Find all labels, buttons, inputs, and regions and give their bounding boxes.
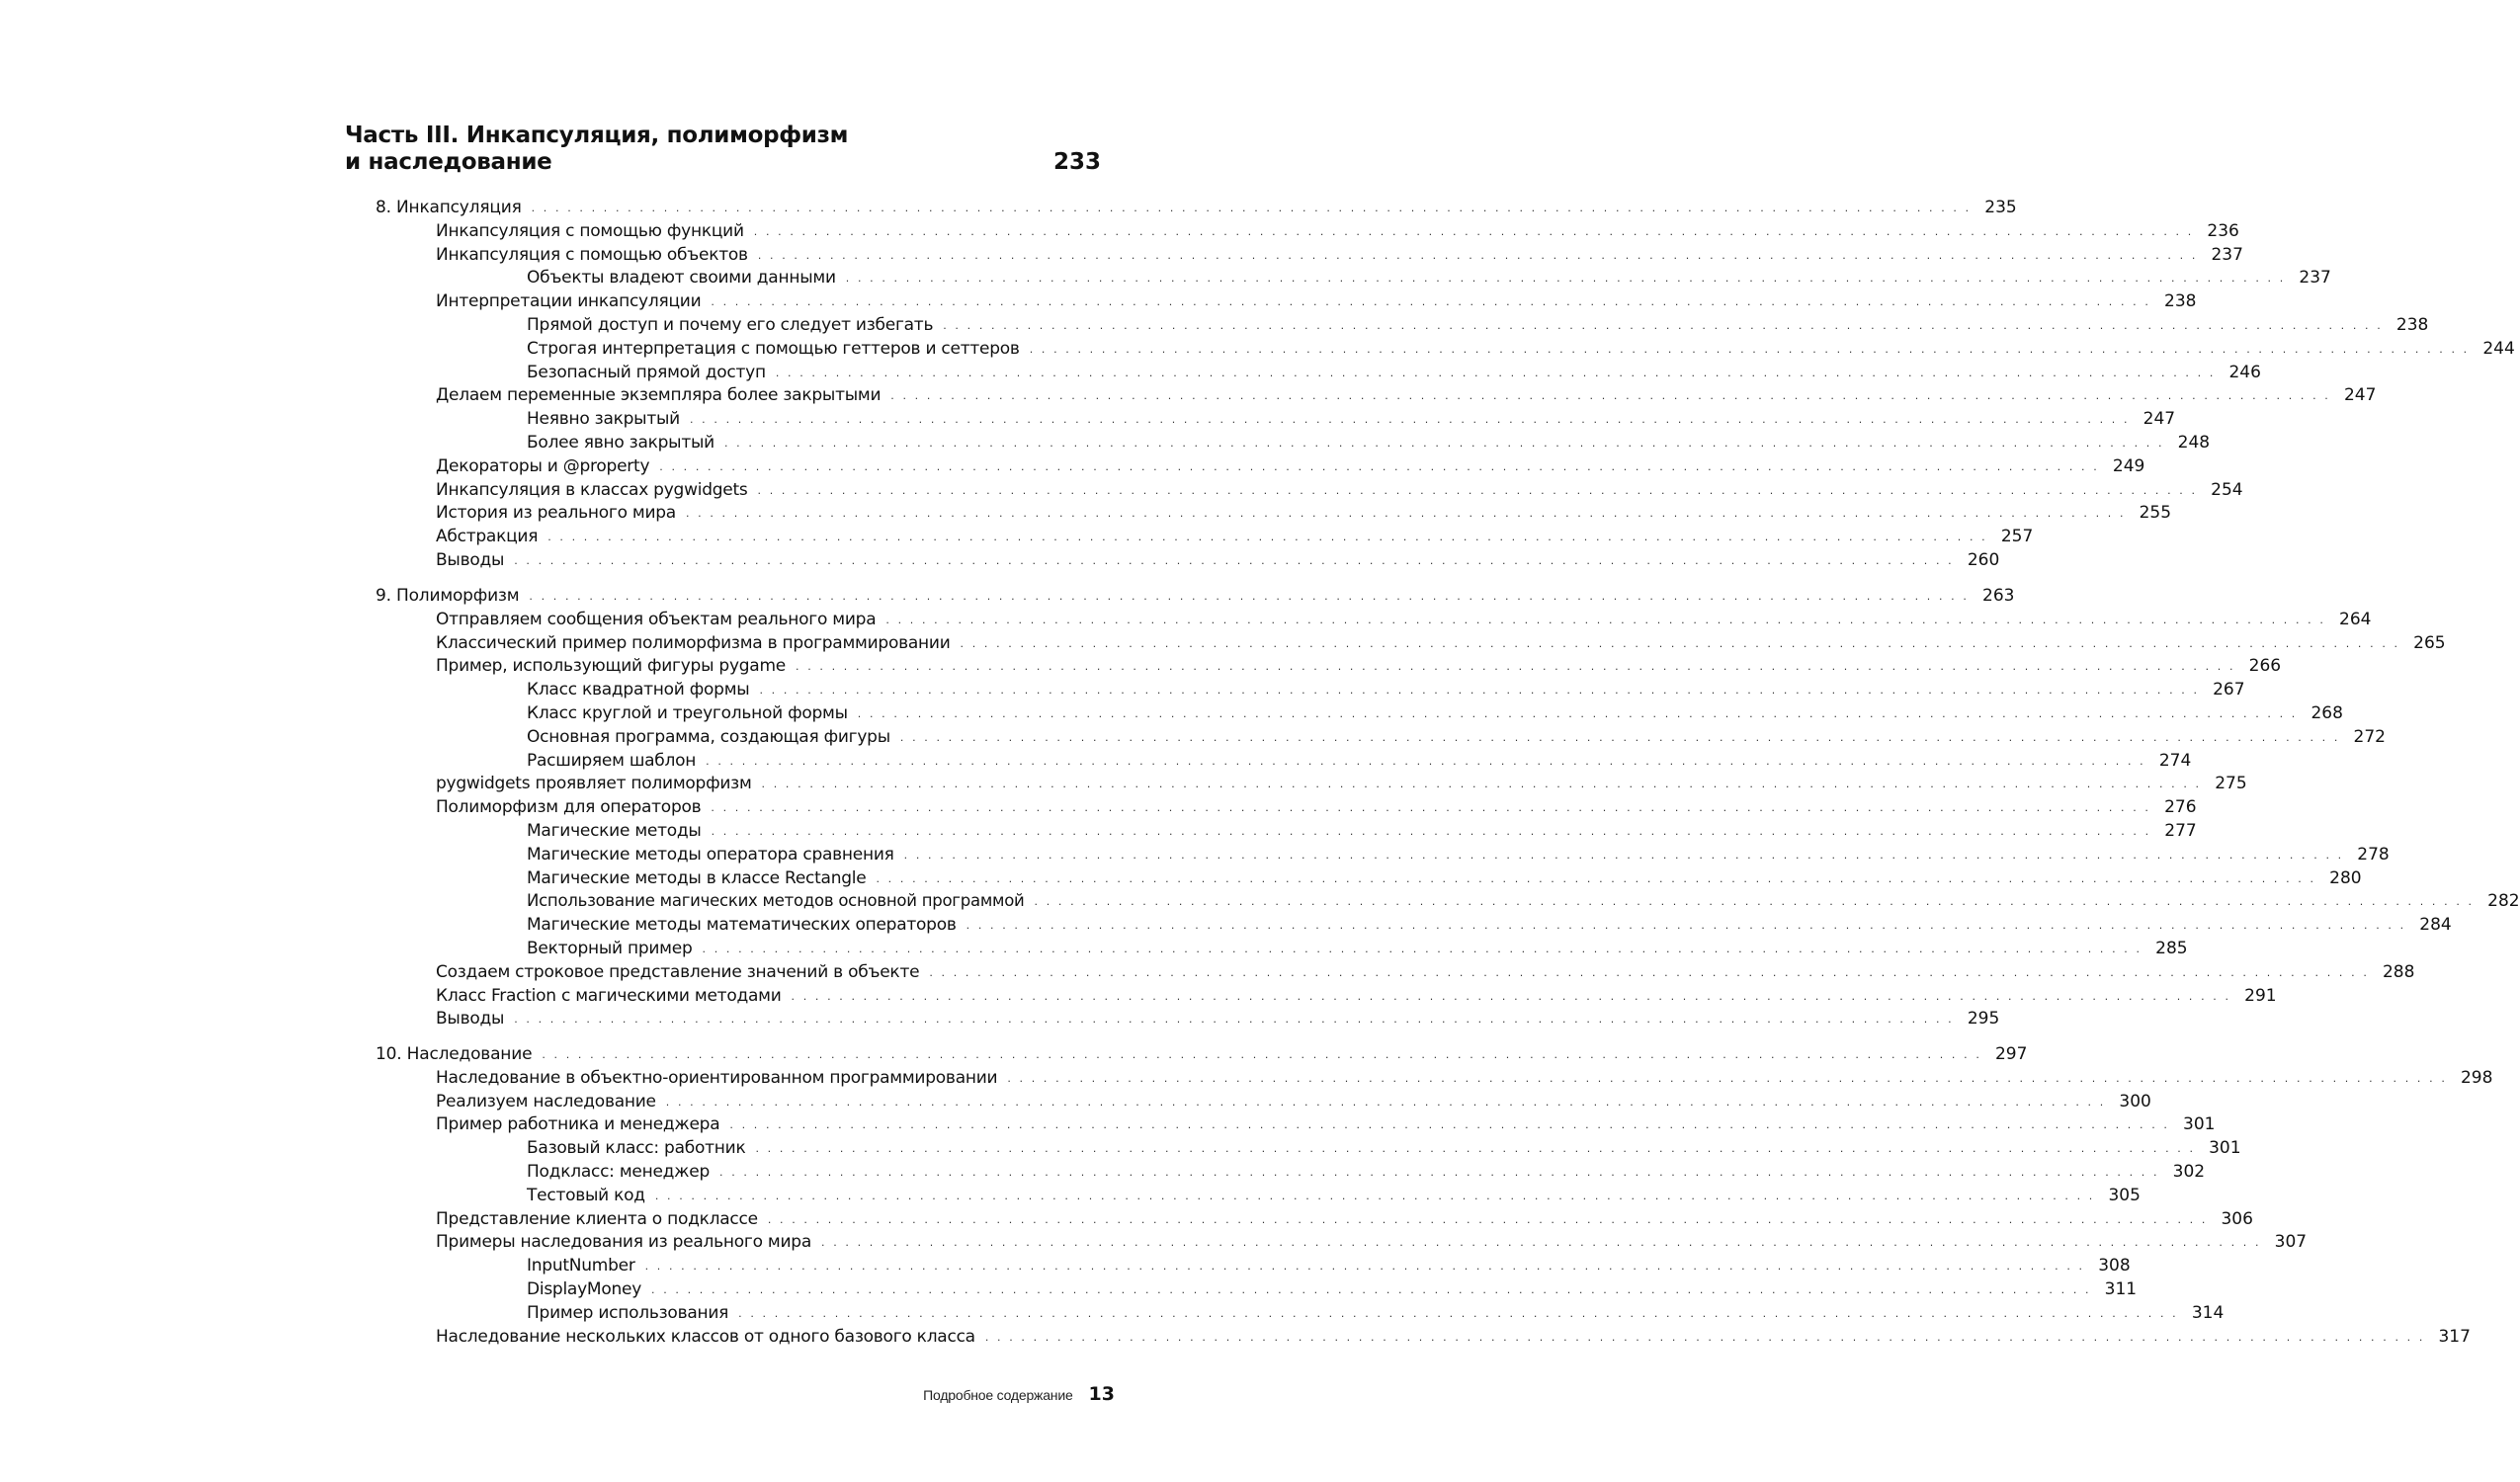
toc-entry-title: Делаем переменные экземпляра более закрытыми — [436, 385, 882, 405]
toc-entry-title: 8. Инкапсуляция — [376, 198, 522, 217]
toc-entry-title: Инкапсуляция с помощью функций — [436, 221, 744, 241]
toc-subsection-entry — [527, 937, 2188, 960]
footer-label: Подробное содержание — [923, 1387, 1073, 1403]
toc-entry-title: Безопасный прямой доступ — [527, 363, 766, 382]
toc-entry-title: Инкапсуляция в классах pygwidgets — [436, 480, 748, 500]
toc-entry-page: 284 — [2419, 915, 2452, 935]
dot-leader: . . . . . . . . . . . . . . . . . . . . . . . . . . . . . . . . . . . . . . . . . . . . . . . . . . . . . . . . . . . . . . . . . . . . . . . . . . . . . . . . . . . . . . . . . . . . . . . . . . . . . . . . . . . . . . . . . . . . . . . . — [845, 272, 2286, 285]
toc-section-entry — [436, 243, 2243, 267]
toc-subsection-entry — [527, 725, 2386, 749]
toc-subsection-entry — [527, 361, 2261, 384]
toc-entry-page: 244 — [2482, 339, 2515, 359]
toc-subsection-entry — [527, 1160, 2206, 1184]
dot-leader: . . . . . . . . . . . . . . . . . . . . . . . . . . . . . . . . . . . . . . . . . . . . . . . . . . . . . . . . . . . . . . . . . . . . . . . . . . . . . . . . . . . . . . . . . . . . . . . . . . . . . . . . . . . . . . . . . . . . . . . . — [1007, 1072, 2448, 1085]
toc-entry-page: 288 — [2382, 962, 2415, 982]
toc-entry-title: Абстракция — [436, 527, 539, 546]
toc-subsection-entry — [527, 407, 2176, 431]
dot-leader: . . . . . . . . . . . . . . . . . . . . . . . . . . . . . . . . . . . . . . . . . . . . . . . . . . . . . . . . . . . . . . . . . . . . . . . . . . . . . . . . . . . . . . . . . . . . . . . . . . . . . . . . . . . . . . . . . . . . . . . . — [753, 225, 2194, 238]
toc-entry-title: Реализуем наследование — [436, 1092, 656, 1112]
toc-entry-title: Прямой доступ и почему его следует избегать — [527, 315, 934, 335]
toc-entry-title: Магические методы в классе Rectangle — [527, 868, 867, 888]
toc-entry-title: Интерпретации инкапсуляции — [436, 291, 702, 311]
dot-leader: . . . . . . . . . . . . . . . . . . . . . . . . . . . . . . . . . . . . . . . . . . . . . . . . . . . . . . . . . . . . . . . . . . . . . . . . . . . . . . . . . . . . . . . . . . . . . . . . . . . . . . . . . . . . . . . . . . . . . . . . — [929, 966, 2370, 979]
toc-subsection-entry — [527, 1277, 2138, 1301]
toc-entry-page: 238 — [2395, 315, 2429, 335]
dot-leader: . . . . . . . . . . . . . . . . . . . . . . . . . . . . . . . . . . . . . . . . . . . . . . . . . . . . . . . . . . . . . . . . . . . . . . . . . . . . . . . . . . . . . . . . . . . . . . . . . . . . . . . . . . . . . . . . . . . . . . . . — [738, 1307, 2179, 1320]
toc-subsection-entry — [527, 1254, 2131, 1277]
dot-leader: . . . . . . . . . . . . . . . . . . . . . . . . . . . . . . . . . . . . . . . . . . . . . . . . . . . . . . . . . . . . . . . . . . . . . . . . . . . . . . . . . . . . . . . . . . . . . . . . . . . . . . . . . . . . . . . . . . . . . . . . — [821, 1236, 2262, 1249]
toc-entry-title: 9. Полиморфизм — [376, 586, 520, 606]
toc-subsection-entry — [527, 913, 2452, 937]
toc-entry-title: Наследование в объектно-ориентированном программировании — [436, 1068, 998, 1088]
toc-subsection-entry — [527, 266, 2331, 289]
toc-subsection-entry — [527, 431, 2211, 454]
toc-entry-title: Магические методы — [527, 821, 702, 841]
toc-entry-title: Магические методы математических операторов — [527, 915, 957, 935]
toc-section-entry — [436, 478, 2243, 502]
toc-section-entry — [436, 383, 2377, 407]
toc-entry-page: 257 — [2000, 527, 2034, 546]
dot-leader: . . . . . . . . . . . . . . . . . . . . . . . . . . . . . . . . . . . . . . . . . . . . . . . . . . . . . . . . . . . . . . . . . . . . . . . . . . . . . . . . . . . . . . . . . . . . . . . . . . . . . . . . . . . . . . . . . . . . . . . . — [1029, 343, 2470, 356]
toc-entry-page: 235 — [1984, 198, 2017, 217]
dot-leader: . . . . . . . . . . . . . . . . . . . . . . . . . . . . . . . . . . . . . . . . . . . . . . . . . . . . . . . . . . . . . . . . . . . . . . . . . . . . . . . . . . . . . . . . . . . . . . . . . . . . . . . . . . . . . . . . . . . . . . . . — [767, 1213, 2208, 1226]
page-footer — [923, 1383, 1115, 1405]
dot-leader: . . . . . . . . . . . . . . . . . . . . . . . . . . . . . . . . . . . . . . . . . . . . . . . . . . . . . . . . . . . . . . . . . . . . . . . . . . . . . . . . . . . . . . . . . . . . . . . . . . . . . . . . . . . . . . . . . . . . . . . . — [659, 460, 2100, 473]
toc-section-entry — [436, 1325, 2471, 1349]
toc-entry-title: InputNumber — [527, 1256, 635, 1276]
toc-entry-title: Создаем строковое представление значений в объекте — [436, 962, 920, 982]
toc-section-entry — [436, 631, 2446, 655]
dot-leader: . . . . . . . . . . . . . . . . . . . . . . . . . . . . . . . . . . . . . . . . . . . . . . . . . . . . . . . . . . . . . . . . . . . . . . . . . . . . . . . . . . . . . . . . . . . . . . . . . . . . . . . . . . . . . . . . . . . . . . . . — [899, 731, 2340, 744]
toc-entry-title: Пример, использующий фигуры pygame — [436, 656, 786, 676]
toc-entry-page: 307 — [2274, 1232, 2308, 1252]
toc-entry-page: 247 — [2142, 409, 2176, 429]
toc-entry-page: 247 — [2343, 385, 2377, 405]
toc-entry-page: 301 — [2183, 1114, 2216, 1134]
toc-entry-title: Представление клиента о подклассе — [436, 1209, 758, 1229]
toc-entry-page: 276 — [2164, 797, 2197, 817]
toc-subsection-entry — [527, 313, 2429, 337]
toc-entry-title: Строгая интерпретация с помощью геттеров и сеттеров — [527, 339, 1020, 359]
dot-leader: . . . . . . . . . . . . . . . . . . . . . . . . . . . . . . . . . . . . . . . . . . . . . . . . . . . . . . . . . . . . . . . . . . . . . . . . . . . . . . . . . . . . . . . . . . . . . . . . . . . . . . . . . . . . . . . . . . . . . . . . — [514, 1013, 1955, 1026]
toc-section-entry — [436, 960, 2415, 984]
toc-subsection-entry — [527, 701, 2343, 725]
dot-leader: . . . . . . . . . . . . . . . . . . . . . . . . . . . . . . . . . . . . . . . . . . . . . . . . . . . . . . . . . . . . . . . . . . . . . . . . . . . . . . . . . . . . . . . . . . . . . . . . . . . . . . . . . . . . . . . . . . . . . . . . — [876, 872, 2316, 885]
toc-entry-page: 306 — [2221, 1209, 2253, 1229]
toc-subsection-entry — [527, 866, 2362, 890]
toc-section-entry — [436, 525, 2034, 548]
toc-entry-page: 237 — [2299, 268, 2331, 288]
toc-entry-page: 282 — [2487, 891, 2520, 911]
toc-entry-page: 263 — [1982, 586, 2015, 606]
toc-section-entry — [436, 1090, 2151, 1113]
toc-entry-title: Пример работника и менеджера — [436, 1114, 720, 1134]
dot-leader: . . . . . . . . . . . . . . . . . . . . . . . . . . . . . . . . . . . . . . . . . . . . . . . . . . . . . . . . . . . . . . . . . . . . . . . . . . . . . . . . . . . . . . . . . . . . . . . . . . . . . . . . . . . . . . . . . . . . . . . . — [796, 660, 2236, 673]
toc-entry-page: 254 — [2211, 480, 2243, 500]
footer-page-number: 13 — [1088, 1383, 1115, 1405]
toc-section-entry — [436, 548, 2000, 572]
toc-section-entry — [436, 984, 2277, 1008]
toc-entry-page: 300 — [2119, 1092, 2151, 1112]
dot-leader: . . . . . . . . . . . . . . . . . . . . . . . . . . . . . . . . . . . . . . . . . . . . . . . . . . . . . . . . . . . . . . . . . . . . . . . . . . . . . . . . . . . . . . . . . . . . . . . . . . . . . . . . . . . . . . . . . . . . . . . . — [531, 202, 1972, 214]
toc-entry-title: Классический пример полиморфизма в программировании — [436, 633, 951, 653]
toc-entry-page: 236 — [2207, 221, 2239, 241]
toc-entry-title: Полиморфизм для операторов — [436, 797, 702, 817]
toc-entry-title: Инкапсуляция с помощью объектов — [436, 245, 748, 265]
dot-leader: . . . . . . . . . . . . . . . . . . . . . . . . . . . . . . . . . . . . . . . . . . . . . . . . . . . . . . . . . . . . . . . . . . . . . . . . . . . . . . . . . . . . . . . . . . . . . . . . . . . . . . . . . . . . . . . . . . . . . . . . — [685, 507, 2127, 520]
toc-chapter-entry — [376, 584, 2015, 608]
toc-entry-title: DisplayMoney — [527, 1279, 642, 1299]
toc-entry-page: 298 — [2460, 1068, 2493, 1088]
toc-entry-title: Пример использования — [527, 1303, 729, 1323]
toc-entry-page: 301 — [2209, 1138, 2241, 1158]
toc-section-entry — [436, 772, 2247, 795]
dot-leader: . . . . . . . . . . . . . . . . . . . . . . . . . . . . . . . . . . . . . . . . . . . . . . . . . . . . . . . . . . . . . . . . . . . . . . . . . . . . . . . . . . . . . . . . . . . . . . . . . . . . . . . . . . . . . . . . . . . . . . . . — [791, 990, 2231, 1003]
toc-entry-page: 295 — [1967, 1009, 2000, 1029]
toc-subsection-entry — [527, 337, 2515, 361]
toc-entry-title: Расширяем шаблон — [527, 751, 697, 771]
toc-section-entry — [436, 608, 2372, 631]
toc-section-entry — [436, 1112, 2216, 1136]
dot-leader: . . . . . . . . . . . . . . . . . . . . . . . . . . . . . . . . . . . . . . . . . . . . . . . . . . . . . . . . . . . . . . . . . . . . . . . . . . . . . . . . . . . . . . . . . . . . . . . . . . . . . . . . . . . . . . . . . . . . . . . . — [729, 1118, 2170, 1131]
dot-leader: . . . . . . . . . . . . . . . . . . . . . . . . . . . . . . . . . . . . . . . . . . . . . . . . . . . . . . . . . . . . . . . . . . . . . . . . . . . . . . . . . . . . . . . . . . . . . . . . . . . . . . . . . . . . . . . . . . . . . . . . — [711, 295, 2151, 308]
toc-chapter-entry — [376, 1042, 2028, 1066]
dot-leader: . . . . . . . . . . . . . . . . . . . . . . . . . . . . . . . . . . . . . . . . . . . . . . . . . . . . . . . . . . . . . . . . . . . . . . . . . . . . . . . . . . . . . . . . . . . . . . . . . . . . . . . . . . . . . . . . . . . . . . . . — [706, 755, 2146, 768]
toc-section-entry — [436, 289, 2197, 313]
toc-entry-title: Класс квадратной формы — [527, 680, 750, 700]
dot-leader: . . . . . . . . . . . . . . . . . . . . . . . . . . . . . . . . . . . . . . . . . . . . . . . . . . . . . . . . . . . . . . . . . . . . . . . . . . . . . . . . . . . . . . . . . . . . . . . . . . . . . . . . . . . . . . . . . . . . . . . . — [966, 919, 2406, 932]
dot-leader: . . . . . . . . . . . . . . . . . . . . . . . . . . . . . . . . . . . . . . . . . . . . . . . . . . . . . . . . . . . . . . . . . . . . . . . . . . . . . . . . . . . . . . . . . . . . . . . . . . . . . . . . . . . . . . . . . . . . . . . . — [711, 825, 2151, 838]
toc-subsection-entry — [527, 1184, 2141, 1207]
toc-entry-title: Неявно закрытый — [527, 409, 680, 429]
dot-leader: . . . . . . . . . . . . . . . . . . . . . . . . . . . . . . . . . . . . . . . . . . . . . . . . . . . . . . . . . . . . . . . . . . . . . . . . . . . . . . . . . . . . . . . . . . . . . . . . . . . . . . . . . . . . . . . . . . . . . . . . — [903, 849, 2344, 862]
toc-entry-page: 311 — [2104, 1279, 2138, 1299]
toc-section-entry — [436, 1007, 2000, 1030]
toc-entry-page: 274 — [2158, 751, 2192, 771]
toc-entry-title: Магические методы оператора сравнения — [527, 845, 894, 864]
toc-entry-page: 302 — [2172, 1162, 2206, 1182]
toc-subsection-entry — [527, 889, 2520, 913]
toc-entry-page: 297 — [1994, 1044, 2028, 1064]
toc-entry-page: 277 — [2164, 821, 2197, 841]
toc-entry-page: 267 — [2213, 680, 2245, 700]
toc-entry-page: 248 — [2177, 433, 2211, 453]
toc-entry-page: 237 — [2211, 245, 2243, 265]
toc-entry-page: 238 — [2164, 291, 2197, 311]
dot-leader: . . . . . . . . . . . . . . . . . . . . . . . . . . . . . . . . . . . . . . . . . . . . . . . . . . . . . . . . . . . . . . . . . . . . . . . . . . . . . . . . . . . . . . . . . . . . . . . . . . . . . . . . . . . . . . . . . . . . . . . . — [542, 1048, 1982, 1061]
toc-entry-page: 264 — [2339, 610, 2372, 629]
part-title — [345, 123, 1102, 176]
toc-entry-page: 308 — [2098, 1256, 2131, 1276]
toc-entry-title: Примеры наследования из реального мира — [436, 1232, 811, 1252]
toc-entry-page: 246 — [2228, 363, 2261, 382]
toc-chapter-entry — [376, 196, 2017, 219]
dot-leader: . . . . . . . . . . . . . . . . . . . . . . . . . . . . . . . . . . . . . . . . . . . . . . . . . . . . . . . . . . . . . . . . . . . . . . . . . . . . . . . . . . . . . . . . . . . . . . . . . . . . . . . . . . . . . . . . . . . . . . . . — [885, 614, 2326, 626]
toc-entry-title: Выводы — [436, 1009, 505, 1029]
toc-entry-page: 305 — [2108, 1186, 2141, 1205]
toc-subsection-entry — [527, 1136, 2241, 1160]
toc-entry-page: 265 — [2413, 633, 2446, 653]
toc-section-entry — [436, 1230, 2308, 1254]
toc-entry-page: 280 — [2329, 868, 2362, 888]
toc-section-entry — [436, 795, 2197, 819]
toc-entry-title: pygwidgets проявляет полиморфизм — [436, 774, 752, 793]
toc-entry-page: 260 — [1967, 550, 2000, 570]
part-title-line-2: и наследование — [345, 149, 552, 175]
toc-entry-title: Отправляем сообщения объектам реального мира — [436, 610, 877, 629]
part-title-line-1: Часть III. Инкапсуляция, полиморфизм — [345, 123, 849, 148]
dot-leader: . . . . . . . . . . . . . . . . . . . . . . . . . . . . . . . . . . . . . . . . . . . . . . . . . . . . . . . . . . . . . . . . . . . . . . . . . . . . . . . . . . . . . . . . . . . . . . . . . . . . . . . . . . . . . . . . . . . . . . . . — [1034, 895, 2475, 908]
toc-entry-title: История из реального мира — [436, 503, 676, 523]
toc-entry-title: Основная программа, создающая фигуры — [527, 727, 890, 747]
dot-leader: . . . . . . . . . . . . . . . . . . . . . . . . . . . . . . . . . . . . . . . . . . . . . . . . . . . . . . . . . . . . . . . . . . . . . . . . . . . . . . . . . . . . . . . . . . . . . . . . . . . . . . . . . . . . . . . . . . . . . . . . — [984, 1331, 2425, 1344]
dot-leader: . . . . . . . . . . . . . . . . . . . . . . . . . . . . . . . . . . . . . . . . . . . . . . . . . . . . . . . . . . . . . . . . . . . . . . . . . . . . . . . . . . . . . . . . . . . . . . . . . . . . . . . . . . . . . . . . . . . . . . . . — [711, 801, 2151, 814]
dot-leader: . . . . . . . . . . . . . . . . . . . . . . . . . . . . . . . . . . . . . . . . . . . . . . . . . . . . . . . . . . . . . . . . . . . . . . . . . . . . . . . . . . . . . . . . . . . . . . . . . . . . . . . . . . . . . . . . . . . . . . . . — [890, 389, 2331, 402]
dot-leader: . . . . . . . . . . . . . . . . . . . . . . . . . . . . . . . . . . . . . . . . . . . . . . . . . . . . . . . . . . . . . . . . . . . . . . . . . . . . . . . . . . . . . . . . . . . . . . . . . . . . . . . . . . . . . . . . . . . . . . . . — [665, 1096, 2106, 1109]
toc-entry-page: 291 — [2244, 986, 2277, 1006]
toc-section-entry — [436, 654, 2282, 678]
toc-entry-page: 268 — [2310, 703, 2343, 723]
toc-entry-page: 255 — [2139, 503, 2172, 523]
toc-entry-page: 314 — [2191, 1303, 2225, 1323]
dot-leader: . . . . . . . . . . . . . . . . . . . . . . . . . . . . . . . . . . . . . . . . . . . . . . . . . . . . . . . . . . . . . . . . . . . . . . . . . . . . . . . . . . . . . . . . . . . . . . . . . . . . . . . . . . . . . . . . . . . . . . . . — [757, 484, 2198, 497]
dot-leader: . . . . . . . . . . . . . . . . . . . . . . . . . . . . . . . . . . . . . . . . . . . . . . . . . . . . . . . . . . . . . . . . . . . . . . . . . . . . . . . . . . . . . . . . . . . . . . . . . . . . . . . . . . . . . . . . . . . . . . . . — [547, 531, 1988, 543]
toc-entry-page: 278 — [2357, 845, 2390, 864]
dot-leader: . . . . . . . . . . . . . . . . . . . . . . . . . . . . . . . . . . . . . . . . . . . . . . . . . . . . . . . . . . . . . . . . . . . . . . . . . . . . . . . . . . . . . . . . . . . . . . . . . . . . . . . . . . . . . . . . . . . . . . . . — [644, 1260, 2085, 1273]
dot-leader: . . . . . . . . . . . . . . . . . . . . . . . . . . . . . . . . . . . . . . . . . . . . . . . . . . . . . . . . . . . . . . . . . . . . . . . . . . . . . . . . . . . . . . . . . . . . . . . . . . . . . . . . . . . . . . . . . . . . . . . . — [651, 1283, 2092, 1296]
toc-section-entry — [436, 1207, 2253, 1231]
toc-section-entry — [436, 1066, 2493, 1090]
dot-leader: . . . . . . . . . . . . . . . . . . . . . . . . . . . . . . . . . . . . . . . . . . . . . . . . . . . . . . . . . . . . . . . . . . . . . . . . . . . . . . . . . . . . . . . . . . . . . . . . . . . . . . . . . . . . . . . . . . . . . . . . — [514, 554, 1955, 567]
toc-entry-title: 10. Наследование — [376, 1044, 533, 1064]
dot-leader: . . . . . . . . . . . . . . . . . . . . . . . . . . . . . . . . . . . . . . . . . . . . . . . . . . . . . . . . . . . . . . . . . . . . . . . . . . . . . . . . . . . . . . . . . . . . . . . . . . . . . . . . . . . . . . . . . . . . . . . . — [719, 1166, 2160, 1179]
toc-entry-title: Базовый класс: работник — [527, 1138, 746, 1158]
dot-leader: . . . . . . . . . . . . . . . . . . . . . . . . . . . . . . . . . . . . . . . . . . . . . . . . . . . . . . . . . . . . . . . . . . . . . . . . . . . . . . . . . . . . . . . . . . . . . . . . . . . . . . . . . . . . . . . . . . . . . . . . — [759, 684, 2200, 697]
toc-entry-title: Класс круглой и треугольной формы — [527, 703, 848, 723]
toc-section-entry — [436, 454, 2145, 478]
toc-entry-title: Класс Fraction с магическими методами — [436, 986, 782, 1006]
toc-entry-title: Объекты владеют своими данными — [527, 268, 836, 288]
toc-entry-title: Использование магических методов основной программой — [527, 891, 1025, 910]
toc-entry-page: 249 — [2112, 456, 2145, 476]
toc-subsection-entry — [527, 749, 2192, 773]
toc-section-entry — [436, 501, 2172, 525]
toc-subsection-entry — [527, 1301, 2225, 1325]
toc-entry-page: 266 — [2248, 656, 2282, 676]
dot-leader: . . . . . . . . . . . . . . . . . . . . . . . . . . . . . . . . . . . . . . . . . . . . . . . . . . . . . . . . . . . . . . . . . . . . . . . . . . . . . . . . . . . . . . . . . . . . . . . . . . . . . . . . . . . . . . . . . . . . . . . . — [857, 707, 2298, 720]
toc-entry-title: Тестовый код — [527, 1186, 645, 1205]
toc-entry-title: Векторный пример — [527, 939, 693, 958]
toc-entry-page: 317 — [2438, 1327, 2471, 1347]
dot-leader: . . . . . . . . . . . . . . . . . . . . . . . . . . . . . . . . . . . . . . . . . . . . . . . . . . . . . . . . . . . . . . . . . . . . . . . . . . . . . . . . . . . . . . . . . . . . . . . . . . . . . . . . . . . . . . . . . . . . . . . . — [702, 943, 2142, 955]
dot-leader: . . . . . . . . . . . . . . . . . . . . . . . . . . . . . . . . . . . . . . . . . . . . . . . . . . . . . . . . . . . . . . . . . . . . . . . . . . . . . . . . . . . . . . . . . . . . . . . . . . . . . . . . . . . . . . . . . . . . . . . . — [689, 413, 2131, 426]
toc-entry-title: Подкласс: менеджер — [527, 1162, 710, 1182]
toc-subsection-entry — [527, 819, 2197, 843]
toc-entry-title: Наследование нескольких классов от одного базового класса — [436, 1327, 975, 1347]
dot-leader: . . . . . . . . . . . . . . . . . . . . . . . . . . . . . . . . . . . . . . . . . . . . . . . . . . . . . . . . . . . . . . . . . . . . . . . . . . . . . . . . . . . . . . . . . . . . . . . . . . . . . . . . . . . . . . . . . . . . . . . . — [529, 590, 1970, 603]
dot-leader: . . . . . . . . . . . . . . . . . . . . . . . . . . . . . . . . . . . . . . . . . . . . . . . . . . . . . . . . . . . . . . . . . . . . . . . . . . . . . . . . . . . . . . . . . . . . . . . . . . . . . . . . . . . . . . . . . . . . . . . . — [654, 1190, 2095, 1202]
dot-leader: . . . . . . . . . . . . . . . . . . . . . . . . . . . . . . . . . . . . . . . . . . . . . . . . . . . . . . . . . . . . . . . . . . . . . . . . . . . . . . . . . . . . . . . . . . . . . . . . . . . . . . . . . . . . . . . . . . . . . . . . — [723, 437, 2165, 450]
toc-entry-title: Более явно закрытый — [527, 433, 714, 453]
dot-leader: . . . . . . . . . . . . . . . . . . . . . . . . . . . . . . . . . . . . . . . . . . . . . . . . . . . . . . . . . . . . . . . . . . . . . . . . . . . . . . . . . . . . . . . . . . . . . . . . . . . . . . . . . . . . . . . . . . . . . . . . — [943, 319, 2384, 332]
toc-subsection-entry — [527, 678, 2245, 701]
toc-entry-page: 272 — [2353, 727, 2386, 747]
toc-subsection-entry — [527, 843, 2390, 866]
dot-leader: . . . . . . . . . . . . . . . . . . . . . . . . . . . . . . . . . . . . . . . . . . . . . . . . . . . . . . . . . . . . . . . . . . . . . . . . . . . . . . . . . . . . . . . . . . . . . . . . . . . . . . . . . . . . . . . . . . . . . . . . — [960, 637, 2400, 650]
part-page-number: 233 — [1052, 149, 1101, 175]
dot-leader: . . . . . . . . . . . . . . . . . . . . . . . . . . . . . . . . . . . . . . . . . . . . . . . . . . . . . . . . . . . . . . . . . . . . . . . . . . . . . . . . . . . . . . . . . . . . . . . . . . . . . . . . . . . . . . . . . . . . . . . . — [761, 778, 2202, 790]
dot-leader: . . . . . . . . . . . . . . . . . . . . . . . . . . . . . . . . . . . . . . . . . . . . . . . . . . . . . . . . . . . . . . . . . . . . . . . . . . . . . . . . . . . . . . . . . . . . . . . . . . . . . . . . . . . . . . . . . . . . . . . . — [755, 1142, 2196, 1155]
toc-entry-title: Выводы — [436, 550, 505, 570]
dot-leader: . . . . . . . . . . . . . . . . . . . . . . . . . . . . . . . . . . . . . . . . . . . . . . . . . . . . . . . . . . . . . . . . . . . . . . . . . . . . . . . . . . . . . . . . . . . . . . . . . . . . . . . . . . . . . . . . . . . . . . . . — [775, 367, 2216, 379]
toc-section-entry — [436, 219, 2239, 243]
dot-leader: . . . . . . . . . . . . . . . . . . . . . . . . . . . . . . . . . . . . . . . . . . . . . . . . . . . . . . . . . . . . . . . . . . . . . . . . . . . . . . . . . . . . . . . . . . . . . . . . . . . . . . . . . . . . . . . . . . . . . . . . — [757, 249, 2198, 262]
toc-entry-page: 285 — [2155, 939, 2188, 958]
toc-entry-page: 275 — [2215, 774, 2247, 793]
toc-entry-title: Декораторы и @property — [436, 456, 650, 476]
